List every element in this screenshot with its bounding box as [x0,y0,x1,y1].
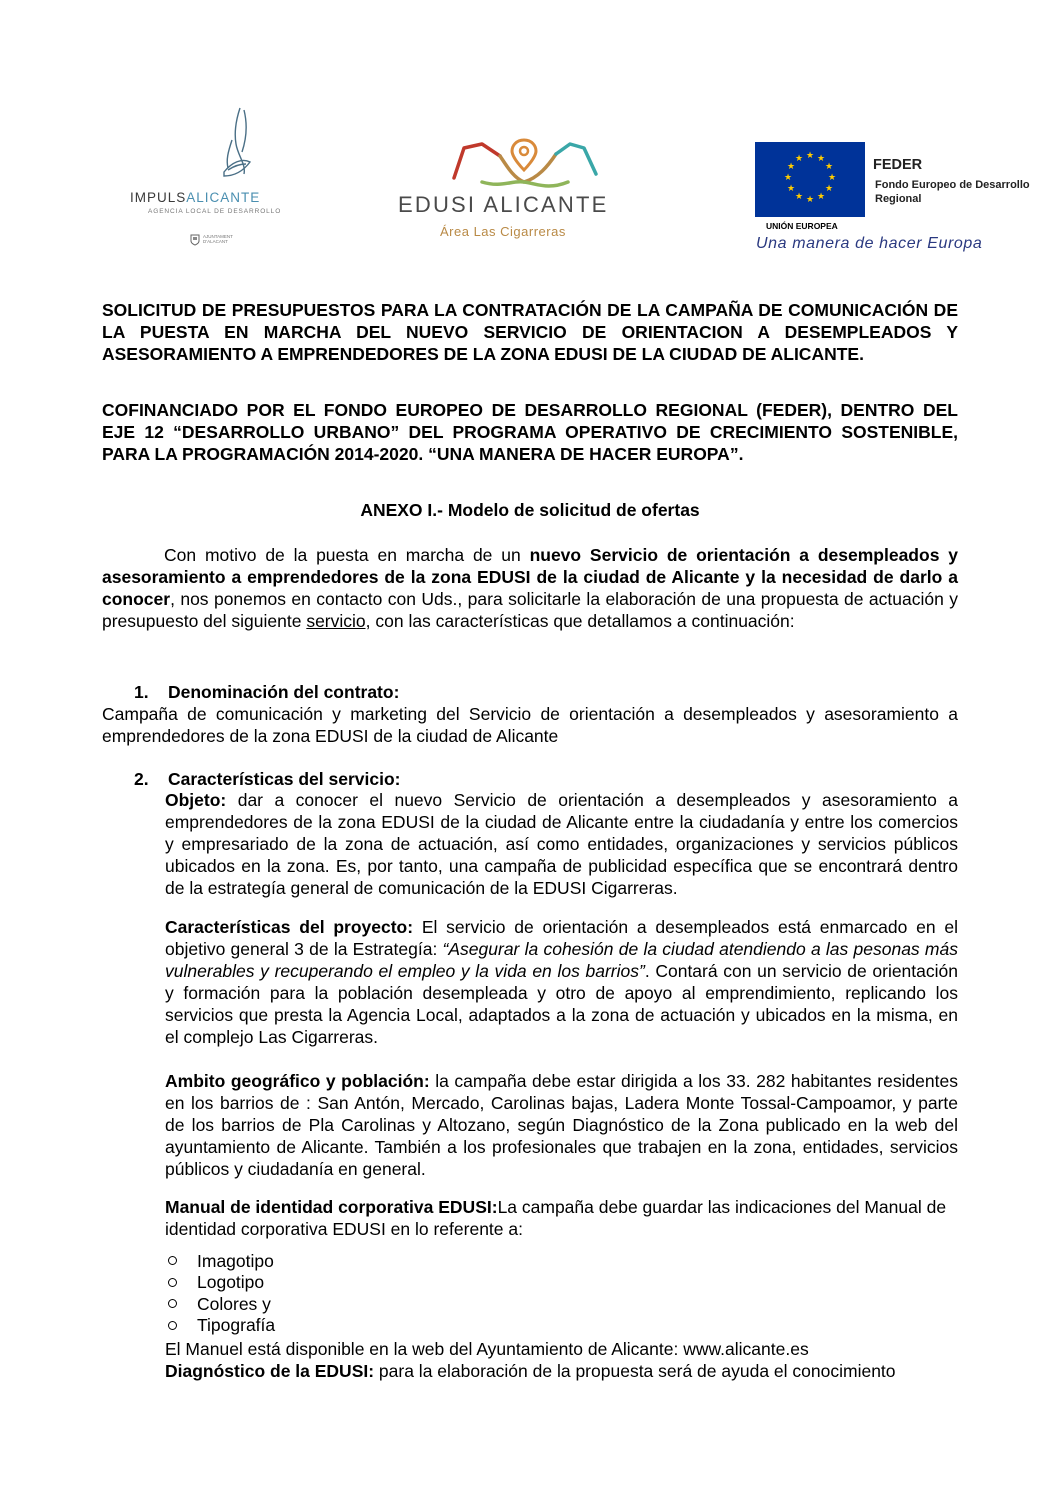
svg-text:★: ★ [824,184,834,194]
edusi-logo-area: Área Las Cigarreras [440,224,566,239]
impuls-logo-name: IMPULSALICANTE [130,190,261,205]
caracteristicas-label: Características del proyecto: [165,917,414,937]
caracteristicas-text-1: El servicio de orientación a desempleados está enmarcado en el objetivo general 3 de la Estrategía: [165,917,958,959]
ambito-label: Ambito geográfico y población: [165,1071,430,1091]
svg-text:★: ★ [816,192,826,202]
feder-subtitle: Fondo Europeo de Desarrollo Regional [875,179,1030,205]
svg-text:★: ★ [786,184,796,194]
ambito-text: la campaña debe estar dirigida a los 33. 282 habitantes residentes en los barrios de : San Antón, Mercado, Carolinas bajas, Ladera Monte Tossal-Campoamor, y parte de los barrios de Pla Carolinas y Altozano, según Diagnóstico de la Zona publicado en la web del ayuntamiento de Alicante. También a los profesionales que trabajen en la zona, entidades, servicios públicos y ciudadanía en general. [165,1071,958,1179]
diagnostico-label: Diagnóstico de la EDUSI: [165,1361,375,1381]
intro-paragraph [102,544,958,632]
eu-flag [755,142,865,217]
manual-availability: El Manuel está disponible en la web del Ayuntamiento de Alicante: www.alicante.es [165,1339,809,1359]
feder-title: FEDER [873,157,923,173]
ayuntamiento-shield-icon [190,234,200,246]
svg-text:★: ★ [783,173,793,183]
diagnostico-text: para la elaboración de la propuesta será de ayuda el conocimiento [374,1361,896,1381]
caracteristicas-quote: “Asegurar la cohesión de la ciudad atendiendo a las pesonas más vulnerables y recuperando el empleo y la vida en los barrios” [165,939,958,981]
diagnostico-paragraph [165,1360,958,1382]
list-item: Tipografía [168,1315,568,1337]
manual-label: Manual de identidad corporativa EDUSI: [165,1197,498,1217]
section-2-heading [134,768,954,790]
intro-text-1: Con motivo de la puesta en marcha de un [164,545,530,565]
svg-text:★: ★ [816,154,826,164]
manual-items-list [168,1250,568,1336]
section-1-body: Campaña de comunicación y marketing del Servicio de orientación a desempleados y asesoramiento a emprendedores de la zona EDUSI de la ciudad de Alicante [102,704,958,746]
section-2-number: 2. [134,769,149,789]
caracteristicas-text-2: . Contará con un servicio de orientación y formación para la población desempleada y otro de apoyo al emprendimiento, replicando los servicios que presta la Agencia Local, adaptados a la zona de actuación y ubicados en la misma, en el complejo Las Cigarreras. [165,961,958,1047]
svg-text:★: ★ [786,162,796,172]
svg-text:★: ★ [805,151,815,161]
intro-service-name: nuevo Servicio de orientación a desempleados y asesoramiento a emprendedores de la zona EDUSI de la ciudad de Alicante y la necesidad de darlo a conocer [102,545,958,609]
objeto-text: dar a conocer el nuevo Servicio de orientación a desempleados y asesoramiento a emprendedores de la zona EDUSI de la ciudad de Alicante entre la ciudadanía y entre los comercios y empresariado de la zona de actuación, así como entidades, organizaciones y servicios públicos ubicados en la zona. Es, por tanto, una campaña de publicidad específica que se encontrará dentro de la estrategía general de comunicación de la EDUSI Cigarreras. [165,790,958,898]
ayuntamiento-label: AJUNTAMENT D'ALACANT [203,234,233,244]
intro-text-2: , nos ponemos en contacto con Uds., para solicitarle la elaboración de una propuesta de actuación y presupuesto del siguiente [102,589,958,631]
ambito-paragraph [165,1070,958,1180]
list-item: Imagotipo [168,1250,568,1272]
feder-motto: Una manera de hacer Europa [756,235,983,252]
bullet-circle-icon [168,1299,177,1308]
caracteristicas-paragraph [165,916,958,1048]
svg-text:★: ★ [827,173,837,183]
edusi-logo-title: EDUSI ALICANTE [398,192,609,217]
svg-text:★: ★ [824,162,834,172]
bullet-circle-icon [168,1278,177,1287]
manual-paragraph [165,1196,958,1240]
edusi-logo-mark [452,138,602,193]
section-1-number: 1. [134,682,149,702]
svg-text:★: ★ [794,192,804,202]
document-title: SOLICITUD DE PRESUPUESTOS PARA LA CONTRATACIÓN DE LA CAMPAÑA DE COMUNICACIÓN DE LA PUESTA EN MARCHA DEL NUEVO SERVICIO DE ORIENTACION A DESEMPLEADOS Y ASESORAMIENTO A EMPRENDEDORES DE LA ZONA EDUSI DE LA CIUDAD DE ALICANTE. [102,300,958,364]
annex-heading: ANEXO I.- Modelo de solicitud de ofertas [360,500,700,520]
objeto-label: Objeto: [165,790,227,810]
svg-text:★: ★ [794,154,804,164]
bullet-circle-icon [168,1321,177,1330]
cofinancing-statement: COFINANCIADO POR EL FONDO EUROPEO DE DESARROLLO REGIONAL (FEDER), DENTRO DEL EJE 12 “DESARROLLO URBANO” DEL PROGRAMA OPERATIVO DE CRECIMIENTO SOSTENIBLE, PARA LA PROGRAMACIÓN 2014-2020. “UNA MANERA DE HACER EUROPA”. [102,400,958,464]
manual-text: La campaña debe guardar las indicaciones del Manual de identidad corporativa EDUSI en lo referente a: [165,1197,947,1239]
eu-union-label: UNIÓN EUROPEA [766,221,838,231]
objeto-paragraph [165,789,958,899]
section-1-heading [134,681,954,703]
svg-text:★: ★ [805,195,815,205]
section-1-title: Denominación del contrato: [168,682,400,702]
section-2-title: Características del servicio: [168,769,401,789]
list-item: Logotipo [168,1272,568,1294]
bullet-circle-icon [168,1256,177,1265]
impuls-logo-subtitle: AGENCIA LOCAL DE DESARROLLO [148,208,282,215]
list-item: Colores y [168,1293,568,1315]
intro-service-underline: servicio, [306,611,371,631]
intro-text-3: con las características que detallamos a continuación: [370,611,795,631]
eu-stars-icon [755,142,865,217]
